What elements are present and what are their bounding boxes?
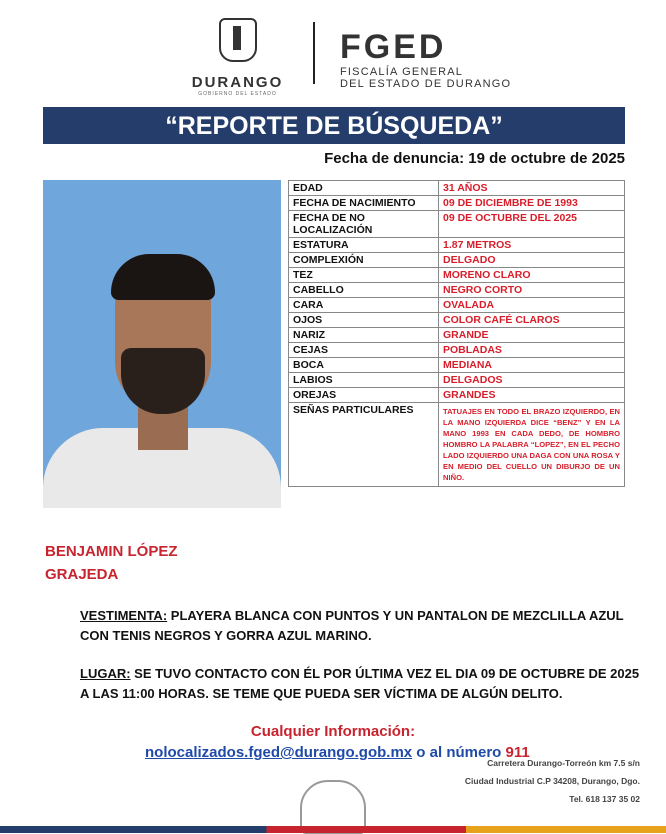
durango-logo-sub: GOBIERNO DEL ESTADO xyxy=(198,91,277,97)
detail-label: OREJAS xyxy=(289,388,439,403)
table-row xyxy=(289,373,625,388)
person-name xyxy=(45,540,178,586)
fged-line1: FISCALÍA GENERAL xyxy=(340,66,464,78)
table-row xyxy=(289,328,625,343)
detail-value: MEDIANA xyxy=(439,358,625,373)
detail-label: FECHA DE NACIMIENTO xyxy=(289,196,439,211)
table-row xyxy=(289,343,625,358)
detail-value: 1.87 METROS xyxy=(439,238,625,253)
detail-value: COLOR CAFÉ CLAROS xyxy=(439,313,625,328)
detail-label: ESTATURA xyxy=(289,238,439,253)
contact-phone: 911 xyxy=(505,744,530,761)
detail-value: POBLADAS xyxy=(439,343,625,358)
person-photo xyxy=(43,180,281,508)
header-divider xyxy=(313,22,315,84)
lugar-text: SE TUVO CONTACTO CON ÉL POR ÚLTIMA VEZ EL DIA 09 DE OCTUBRE DE 2025 A LAS 11:00 HORAS. SE TEME QUE PUEDA SER VÍCTIMA DE ALGÚN DELITO. xyxy=(80,666,640,701)
table-row xyxy=(289,196,625,211)
durango-logo xyxy=(180,18,295,98)
table-row xyxy=(289,211,625,238)
detail-value: GRANDES xyxy=(439,388,625,403)
detail-value: DELGADO xyxy=(439,253,625,268)
detail-value: OVALADA xyxy=(439,298,625,313)
detail-label: LABIOS xyxy=(289,373,439,388)
table-row-senas xyxy=(289,403,625,487)
address-line1: Carretera Durango-Torreón km 7.5 s/n xyxy=(487,758,640,768)
address-line2: Ciudad Industrial C.P 34208, Durango, Dgo. xyxy=(464,776,640,786)
table-row xyxy=(289,313,625,328)
footer-color-bar xyxy=(0,826,666,833)
table-row xyxy=(289,298,625,313)
vestimenta-text: PLAYERA BLANCA CON PUNTOS Y UN PANTALON DE MEZCLILLA AZUL CON TENIS NEGROS Y GORRA AZUL MARINO. xyxy=(80,608,624,643)
detail-label: SEÑAS PARTICULARES xyxy=(289,403,439,487)
vestimenta-label: VESTIMENTA: xyxy=(80,608,168,623)
vestimenta-paragraph xyxy=(80,606,640,646)
address-phone: Tel. 618 137 35 02 xyxy=(569,794,640,804)
table-row xyxy=(289,268,625,283)
detail-label: BOCA xyxy=(289,358,439,373)
lugar-label: LUGAR: xyxy=(80,666,131,681)
photo-beard xyxy=(121,348,205,414)
detail-value: 31 AÑOS xyxy=(439,181,625,196)
detail-value: TATUAJES EN TODO EL BRAZO IZQUIERDO, EN LA MANO IZQUIERDA DICE “BENZ” Y EN LA MANO 1993 EN CADA DEDO, DE HOMBRO HOMBRO LA PALABRA “LOPEZ”, EN EL PECHO LADO IZQUIERDO UNA DAGA CON UNA ROSA Y EN MEDIO DEL CUELLO UN DIBURJO DE UN NIÑO. xyxy=(439,403,625,487)
table-row xyxy=(289,283,625,298)
detail-value: NEGRO CORTO xyxy=(439,283,625,298)
detail-label: FECHA DE NO LOCALIZACIÓN xyxy=(289,211,439,238)
detail-label: CEJAS xyxy=(289,343,439,358)
detail-label: NARIZ xyxy=(289,328,439,343)
contact-title: Cualquier Información: xyxy=(250,723,416,740)
detail-label: CABELLO xyxy=(289,283,439,298)
table-row xyxy=(289,388,625,403)
lugar-paragraph xyxy=(80,664,640,704)
detail-value: DELGADOS xyxy=(439,373,625,388)
fged-subtitle xyxy=(340,66,511,90)
photo-hair xyxy=(111,254,215,300)
detail-label: OJOS xyxy=(289,313,439,328)
detail-value: 09 DE DICIEMBRE DE 1993 xyxy=(439,196,625,211)
detail-label: EDAD xyxy=(289,181,439,196)
person-name-line2: GRAJEDA xyxy=(45,566,119,583)
detail-label: CARA xyxy=(289,298,439,313)
detail-value: MORENO CLARO xyxy=(439,268,625,283)
report-title-banner: “REPORTE DE BÚSQUEDA” xyxy=(43,107,625,144)
detail-label: COMPLEXIÓN xyxy=(289,253,439,268)
fged-line2: DEL ESTADO DE DURANGO xyxy=(340,78,512,90)
report-date: Fecha de denuncia: 19 de octubre de 2025 xyxy=(324,150,625,167)
table-row xyxy=(289,181,625,196)
state-crest-icon xyxy=(219,18,257,62)
details-table xyxy=(288,180,625,487)
detail-value: GRANDE xyxy=(439,328,625,343)
fged-logo: FGED xyxy=(340,28,447,66)
table-row xyxy=(289,238,625,253)
table-row xyxy=(289,358,625,373)
person-name-line1: BENJAMIN LÓPEZ xyxy=(45,543,178,560)
contact-joiner: o al número xyxy=(412,744,506,761)
durango-logo-text: DURANGO xyxy=(191,74,284,91)
detail-label: TEZ xyxy=(289,268,439,283)
table-row xyxy=(289,253,625,268)
detail-value: 09 DE OCTUBRE DEL 2025 xyxy=(439,211,625,238)
contact-email-link[interactable]: nolocalizados.fged@durango.gob.mx xyxy=(145,744,413,761)
